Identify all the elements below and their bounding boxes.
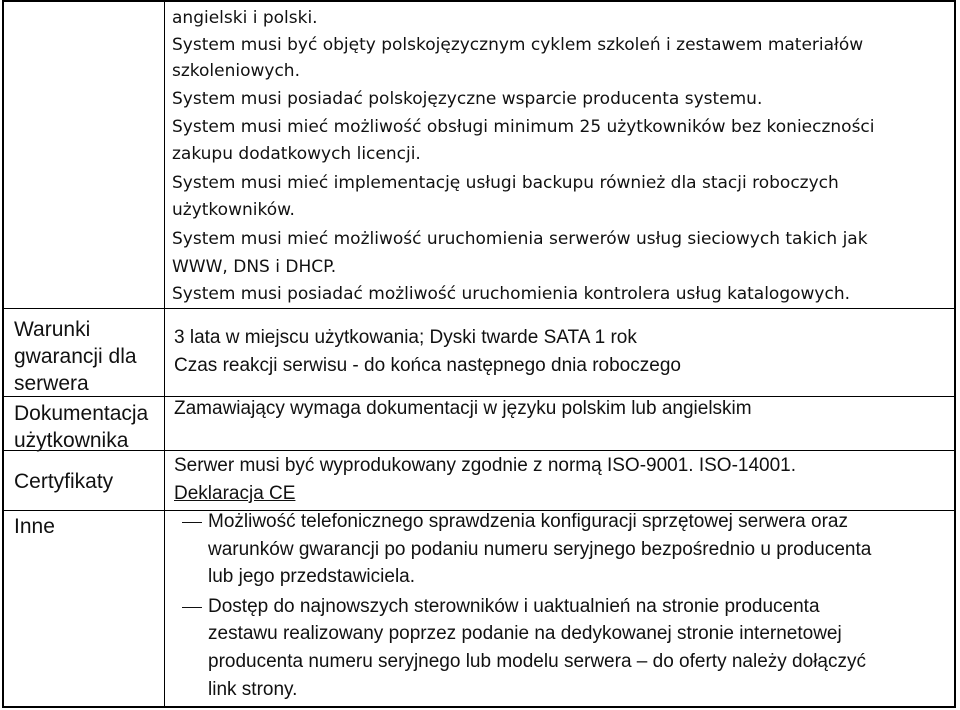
text-line: WWW, DNS i DHCP.	[172, 257, 337, 277]
bullet-line: Dostęp do najnowszych sterowników i uaktualnień na stronie producenta	[208, 596, 820, 617]
bullet-line: producenta numeru seryjnego lub modelu serwera – do oferty należy dołączyć	[208, 651, 866, 672]
warranty-line: 3 lata w miejscu użytkowania; Dyski twarde SATA 1 rok	[174, 327, 637, 348]
text-line: System musi posiadać polskojęzyczne wsparcie producenta systemu.	[172, 89, 763, 109]
label-certificates: Certyfikaty	[14, 470, 114, 493]
text-line: szkoleniowych.	[172, 61, 300, 81]
text-line: użytkowników.	[172, 200, 295, 220]
text-line: System musi mieć możliwość uruchomienia serwerów usług sieciowych takich jak	[172, 229, 868, 249]
dash-bullet-icon	[182, 522, 202, 523]
column-divider	[164, 2, 165, 706]
warranty-line: Czas reakcji serwisu - do końca następnego dnia roboczego	[174, 355, 681, 376]
text-line: System musi posiadać możliwość uruchomienia kontrolera usług katalogowych.	[172, 284, 850, 304]
bullet-line: warunków gwarancji po podaniu numeru seryjnego bezpośrednio u producenta	[208, 539, 872, 560]
label-other: Inne	[14, 515, 55, 538]
bullet-line: link strony.	[208, 679, 298, 700]
label-documentation: Dokumentacja użytkownika	[14, 402, 149, 452]
text-line: System musi być objęty polskojęzycznym cyklem szkoleń i zestawem materiałów	[172, 35, 864, 55]
text-line: System musi mieć możliwość obsługi minimum 25 użytkowników bez konieczności	[172, 117, 875, 137]
text-line: zakupu dodatkowych licencji.	[172, 144, 421, 164]
label-warranty: Warunki gwarancji dla serwera	[14, 318, 137, 395]
certificates-line-ce: Deklaracja CE	[174, 483, 296, 504]
text-line: angielski i polski.	[172, 8, 318, 28]
certificates-line: Serwer musi być wyprodukowany zgodnie z normą ISO-9001. ISO-14001.	[174, 455, 797, 476]
dash-bullet-icon	[182, 607, 202, 608]
bullet-line: lub jego przedstawiciela.	[208, 566, 416, 587]
row-divider	[4, 308, 954, 309]
documentation-line: Zamawiający wymaga dokumentacji w języku polskim lub angielskim	[174, 398, 752, 419]
text-line: System musi mieć implementację usługi backupu również dla stacji roboczych	[172, 173, 839, 193]
bullet-line: zestawu realizowany poprzez podanie na dedykowanej stronie internetowej	[208, 623, 842, 644]
bullet-line: Możliwość telefonicznego sprawdzenia konfiguracji sprzętowej serwera oraz	[208, 511, 848, 532]
